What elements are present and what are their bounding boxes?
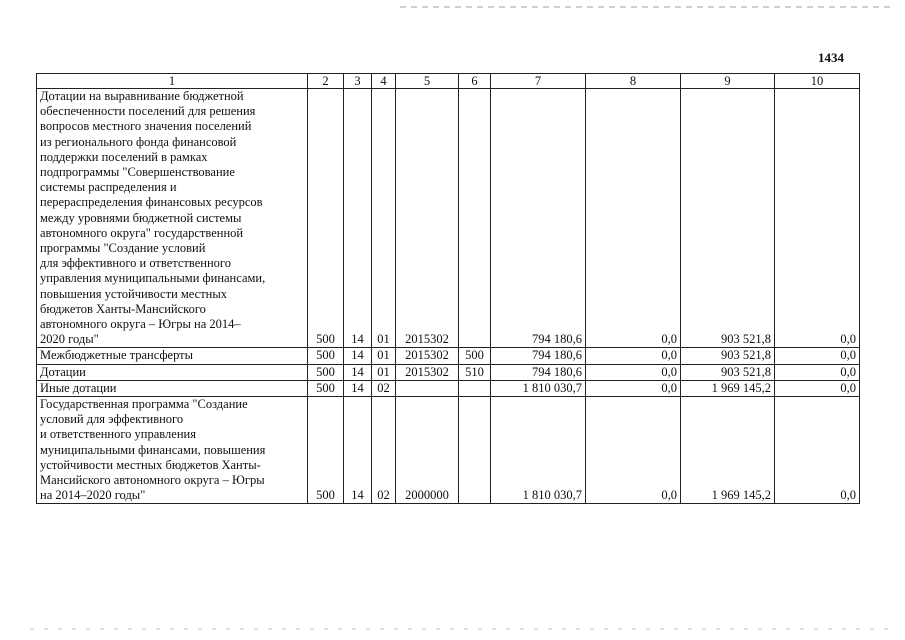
cell-col8: 0,0 [586, 364, 681, 380]
cell-col4: 01 [372, 348, 396, 364]
cell-col3: 14 [344, 348, 372, 364]
cell-col4: 02 [372, 380, 396, 396]
cell-col10: 0,0 [775, 364, 860, 380]
column-header: 9 [681, 74, 775, 89]
cell-col7: 794 180,6 [491, 89, 586, 348]
cell-col10: 0,0 [775, 380, 860, 396]
scan-artifact-bottom [30, 628, 890, 630]
table-header-row [37, 74, 860, 89]
cell-col2: 500 [308, 380, 344, 396]
cell-col4: 01 [372, 89, 396, 348]
cell-col6 [459, 89, 491, 348]
table-row [37, 89, 860, 348]
cell-col5: 2015302 [396, 364, 459, 380]
cell-col8: 0,0 [586, 397, 681, 504]
cell-col2: 500 [308, 89, 344, 348]
column-header: 4 [372, 74, 396, 89]
cell-col6 [459, 397, 491, 504]
column-header: 2 [308, 74, 344, 89]
cell-col8: 0,0 [586, 89, 681, 348]
column-header: 10 [775, 74, 860, 89]
cell-col3: 14 [344, 380, 372, 396]
table-row [37, 397, 860, 504]
cell-col6: 500 [459, 348, 491, 364]
cell-col4: 02 [372, 397, 396, 504]
cell-col2: 500 [308, 348, 344, 364]
cell-col9: 903 521,8 [681, 348, 775, 364]
page-number: 1434 [818, 50, 844, 65]
table-row [37, 364, 860, 380]
cell-col9: 1 969 145,2 [681, 380, 775, 396]
cell-col7: 794 180,6 [491, 364, 586, 380]
cell-col4: 01 [372, 364, 396, 380]
cell-col10: 0,0 [775, 397, 860, 504]
column-header: 8 [586, 74, 681, 89]
cell-col9: 1 969 145,2 [681, 397, 775, 504]
column-header: 6 [459, 74, 491, 89]
row-name: Иные дотации [37, 380, 308, 396]
cell-col3: 14 [344, 364, 372, 380]
cell-col7: 1 810 030,7 [491, 380, 586, 396]
column-header: 1 [37, 74, 308, 89]
cell-col7: 794 180,6 [491, 348, 586, 364]
column-header: 3 [344, 74, 372, 89]
cell-col5: 2015302 [396, 348, 459, 364]
cell-col9: 903 521,8 [681, 364, 775, 380]
cell-col8: 0,0 [586, 348, 681, 364]
row-name: Дотации [37, 364, 308, 380]
cell-col10: 0,0 [775, 348, 860, 364]
cell-col5: 2000000 [396, 397, 459, 504]
table-row [37, 380, 860, 396]
cell-col6 [459, 380, 491, 396]
row-name: Государственная программа "Создание условий для эффективного и ответственного управления муниципальными финансами, повышения устойчивости местных бюджетов Ханты- Мансийского автономного округа – Югры на 2014–2020 годы" [37, 397, 308, 504]
cell-col9: 903 521,8 [681, 89, 775, 348]
cell-col5: 2015302 [396, 89, 459, 348]
column-header: 7 [491, 74, 586, 89]
budget-table [36, 73, 860, 504]
cell-col2: 500 [308, 364, 344, 380]
cell-col5 [396, 380, 459, 396]
cell-col3: 14 [344, 89, 372, 348]
scan-artifact-top [400, 6, 895, 8]
column-header: 5 [396, 74, 459, 89]
cell-col6: 510 [459, 364, 491, 380]
cell-col8: 0,0 [586, 380, 681, 396]
cell-col7: 1 810 030,7 [491, 397, 586, 504]
row-name: Межбюджетные трансферты [37, 348, 308, 364]
cell-col3: 14 [344, 397, 372, 504]
table-row [37, 348, 860, 364]
cell-col2: 500 [308, 397, 344, 504]
row-name: Дотации на выравнивание бюджетной обеспеченности поселений для решения вопросов местного значения поселений из регионального фонда финансовой поддержки поселений в рамках подпрограммы "Совершенствование системы распределения и перераспределения финансовых ресурсов между уровнями бюджетной системы автономного округа" государственной программы "Создание условий для эффективного и ответственного управления муниципальными финансами, повышения устойчивости местных бюджетов Ханты-Мансийского автономного округа – Югры на 2014– 2020 годы" [37, 89, 308, 348]
cell-col10: 0,0 [775, 89, 860, 348]
